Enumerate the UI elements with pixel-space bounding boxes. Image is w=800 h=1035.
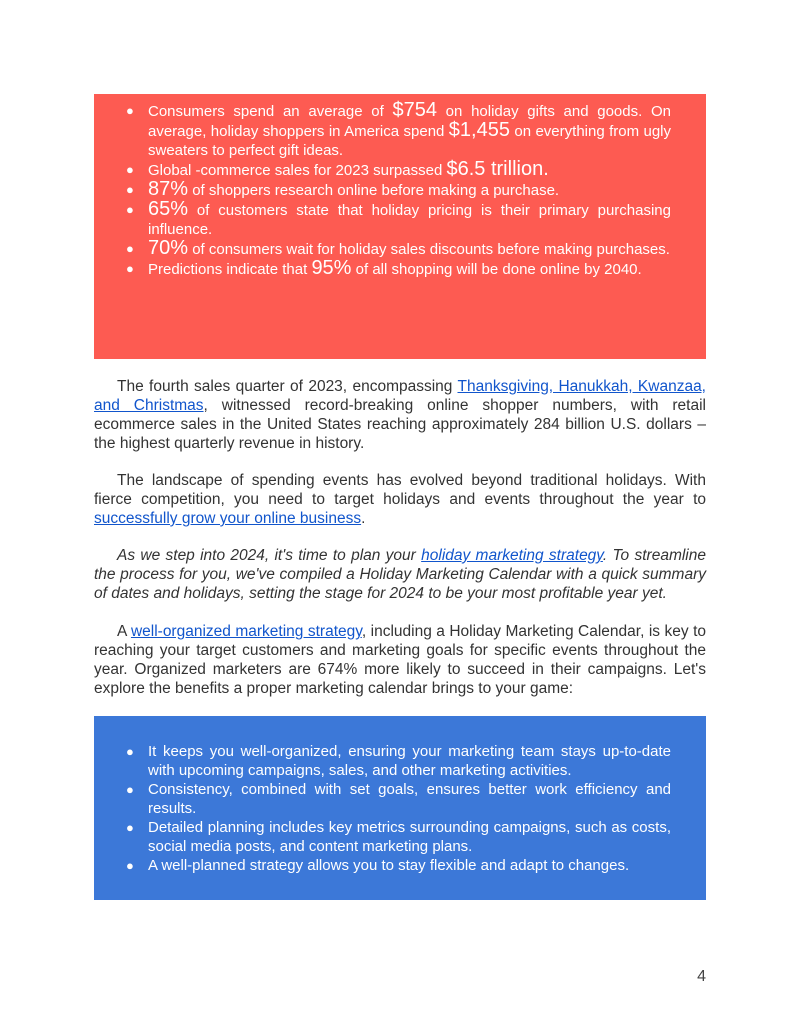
stat-value: 70% [148,237,189,259]
bullet-icon: ● [126,202,134,217]
stat-value: 65% [148,198,189,220]
bullet-icon: ● [126,241,134,256]
stat-value: 95% [311,257,352,279]
bullet-icon: ● [126,182,134,197]
paragraph-plan-2024: As we step into 2024, it's time to plan your holiday marketing strategy. To streamline the process for you, we've compiled a Holiday Marketing Calendar with a quick summary of dates and holidays, setting the stage for 2024 to be your most profitable year yet. [94,547,706,602]
holiday-stats-list [126,101,671,279]
stat-value: $754 [392,99,437,121]
stat-item: ● Global -commerce sales for 2023 surpassed $6.5 trillion. [126,158,549,180]
stat-item: ● Predictions indicate that 95% of all shopping will be done online by 2040. [126,257,642,279]
benefit-item: ● A well-planned strategy allows you to stay flexible and adapt to changes. [126,857,630,874]
paragraph-marketing-calendar: A well-organized marketing strategy, including a Holiday Marketing Calendar, is key to reaching your target customers and marketing goals for specific events throughout the year. Organized marketers are 674% more likely to succeed in their campaigns. Let's explore the benefits a proper marketing calendar brings to your game: [94,623,706,697]
grow-online-business-link[interactable]: successfully grow your online business [94,510,362,527]
bullet-icon: ● [126,162,134,177]
stat-value: $1,455 [448,119,510,141]
page-number: 4 [697,968,706,985]
holidays-link[interactable]: Thanksgiving, Hanukkah, Kwanzaa, and Christmas [94,378,706,414]
holiday-stats-box [94,94,706,359]
bullet-icon: ● [126,261,134,276]
calendar-benefits-box [94,716,706,900]
stat-item: ● 87% of shoppers research online before making a purchase. [126,178,560,200]
bullet-icon: ● [126,820,134,835]
stat-item: ● 65% of customers state that holiday pricing is their primary purchasing influence. [126,198,671,238]
holiday-marketing-strategy-link[interactable]: holiday marketing strategy [421,547,603,564]
stat-item: ● 70% of consumers wait for holiday sales discounts before making purchases. [126,237,670,259]
stat-value: $6.5 trillion. [446,158,549,180]
bullet-icon: ● [126,103,134,118]
paragraph-spending-events: The landscape of spending events has evolved beyond traditional holidays. With fierce competition, you need to target holidays and events throughout the year to successfully grow your online business. [94,472,706,527]
stat-value: 87% [148,178,189,200]
benefit-item: ● Consistency, combined with set goals, ensures better work efficiency and results. [126,781,671,817]
paragraph-q4-sales: The fourth sales quarter of 2023, encompassing Thanksgiving, Hanukkah, Kwanzaa, and Christmas, witnessed record-breaking online shopper numbers, with retail ecommerce sales in the United States reaching approximately 284 billion U.S. dollars – the highest quarterly revenue in history. [94,378,706,452]
calendar-benefits-list [126,742,671,875]
bullet-icon: ● [126,782,134,797]
bullet-icon: ● [126,744,134,759]
benefit-item: ● It keeps you well-organized, ensuring your marketing team stays up-to-date with upcoming campaigns, sales, and other marketing activities. [126,743,671,779]
stat-item: ● Consumers spend an average of $754 on holiday gifts and goods. On average, holiday shoppers in America spend $1,455 on everything from ugly sweaters to perfect gift ideas. [126,99,672,159]
marketing-strategy-link[interactable]: well-organized marketing strategy [130,623,362,640]
bullet-icon: ● [126,858,134,873]
benefit-item: ● Detailed planning includes key metrics surrounding campaigns, such as costs, social media posts, and content marketing plans. [126,819,671,855]
